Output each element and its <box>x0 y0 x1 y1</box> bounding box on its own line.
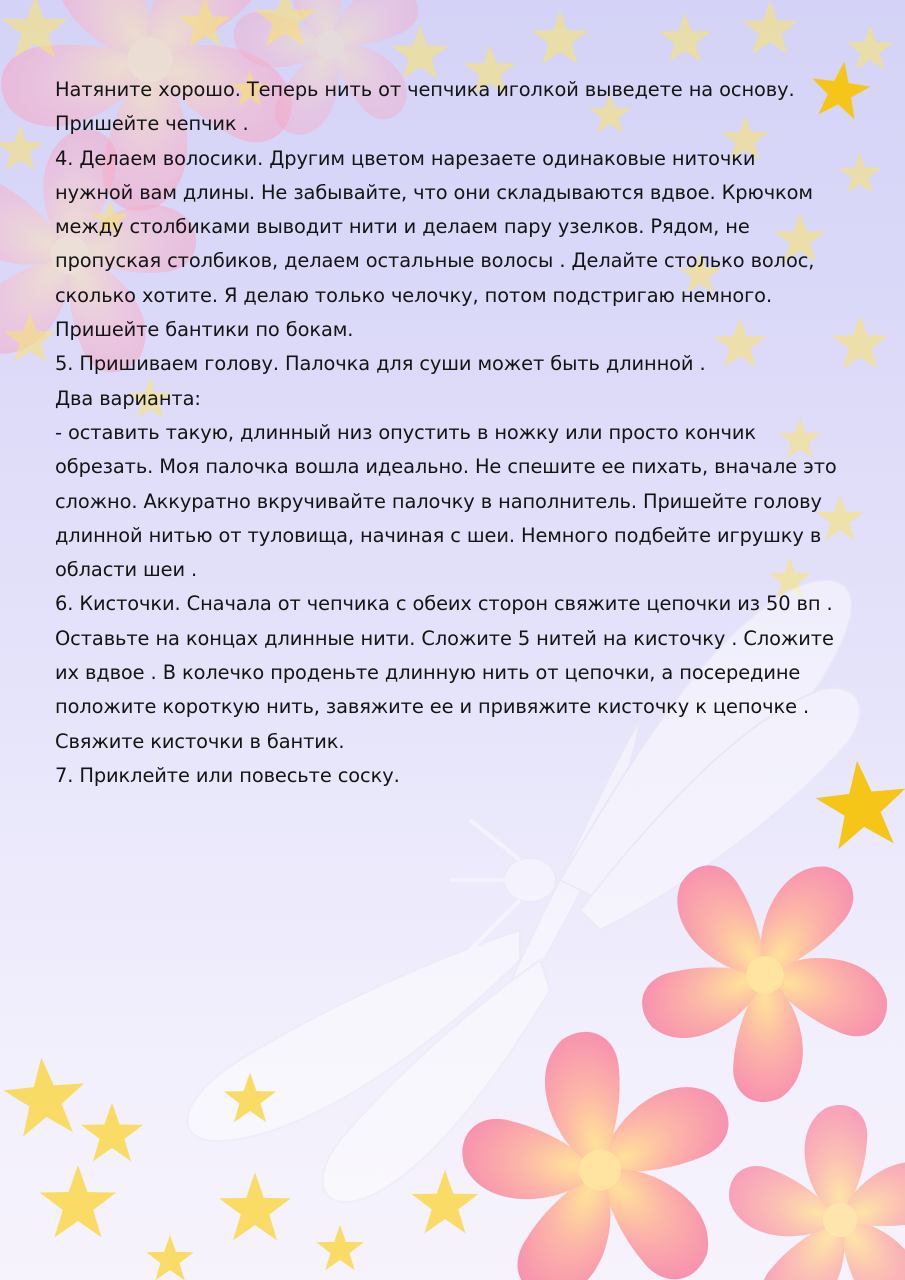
text-line: 7. Приклейте или повесьте соску. <box>55 763 400 787</box>
text-line: сложно. Аккуратно вкручивайте палочку в наполнитель. Пришейте голову <box>55 489 822 513</box>
text-line: их вдвое . В колечко проденьте длинную нить от цепочки, а посередине <box>55 661 801 685</box>
text-line: длинной нитью от туловища, начиная с шеи. Немного подбейте игрушку в <box>55 523 822 547</box>
text-line: положите короткую нить, завяжите ее и привяжите кисточку к цепочке . <box>55 695 810 719</box>
text-line: пропуская столбиков, делаем остальные волосы . Делайте столько волос, <box>55 249 815 273</box>
text-line: Пришейте бантики по бокам. <box>55 318 354 342</box>
text-line: 6. Кисточки. Сначала от чепчика с обеих сторон свяжите цепочки из 50 вп . <box>55 592 833 616</box>
text-line: обрезать. Моя палочка вошла идеально. Не спешите ее пихать, вначале это <box>55 455 837 479</box>
text-line: сколько хотите. Я делаю только челочку, потом подстригаю немного. <box>55 283 773 307</box>
text-line: Свяжите кисточки в бантик. <box>55 729 345 753</box>
text-line: области шеи . <box>55 558 198 582</box>
text-line: Пришейте чепчик . <box>55 112 249 136</box>
text-line: Натяните хорошо. Теперь нить от чепчика иголкой выведете на основу. <box>55 78 795 101</box>
text-line: 4. Делаем волосики. Другим цветом нарезаете одинаковые ниточки <box>55 146 756 170</box>
text-line: Два варианта: <box>55 386 201 410</box>
instructions-text <box>55 73 855 793</box>
text-line: Оставьте на концах длинные нити. Сложите 5 нитей на кисточку . Сложите <box>55 626 834 650</box>
text-line: нужной вам длины. Не забывайте, что они складываются вдвое. Крючком <box>55 180 813 204</box>
text-line: 5. Пришиваем голову. Палочка для суши может быть длинной . <box>55 352 706 376</box>
flower-bottom-right-3 <box>676 1058 905 1280</box>
text-line: между столбиками выводит нити и делаем пару узелков. Рядом, не <box>55 215 750 239</box>
text-line: - оставить такую, длинный низ опустить в ножку или просто кончик <box>55 420 757 444</box>
